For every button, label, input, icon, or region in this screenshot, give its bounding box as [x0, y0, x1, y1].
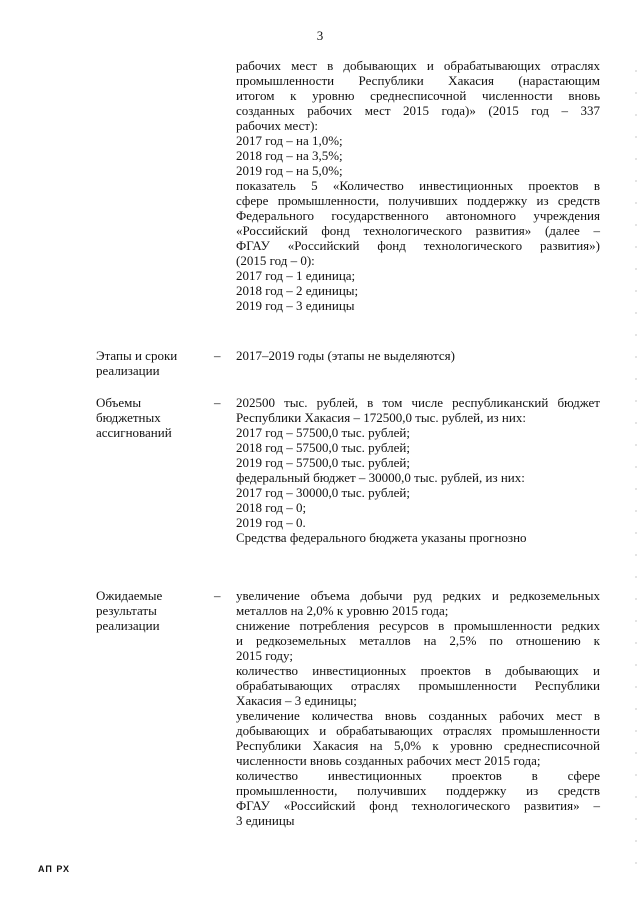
text-line: увеличение объема добычи руд редких и редкоземельных — [236, 588, 600, 603]
text-line: рабочих мест в добывающих и обрабатывающих отраслях — [236, 58, 600, 73]
text-line: 2017 год – 57500,0 тыс. рублей; — [236, 425, 410, 440]
row-budget-label: Объемы бюджетных ассигнований — [96, 395, 172, 440]
text-line: итогом к уровню среднесписочной численности вновь — [236, 88, 600, 103]
text-line: ФГАУ «Российский фонд технологического развития») — [236, 238, 600, 253]
text-line: 2019 год – 0. — [236, 515, 306, 530]
text-line: Федерального государственного автономного учреждения — [236, 208, 600, 223]
text-line: Хакасия – 3 единицы; — [236, 693, 357, 708]
text-line: 2019 год – на 5,0%; — [236, 163, 343, 178]
text-line: промышленности Республики Хакасия (нарастающим — [236, 73, 600, 88]
text-line: ФГАУ «Российский фонд технологического развития» – — [236, 798, 600, 813]
text-line: созданных рабочих мест 2015 года)» (2015 год – 337 — [236, 103, 600, 118]
row-budget-text — [236, 395, 600, 545]
row-stages-dash: – — [214, 348, 221, 363]
text-line: 2018 год – 2 единицы; — [236, 283, 359, 298]
text-line: 2018 год – на 3,5%; — [236, 148, 343, 163]
row-results-label: Ожидаемые результаты реализации — [96, 588, 163, 633]
text-line: обрабатывающих отраслях промышленности Республики — [236, 678, 600, 693]
text-line: 2017 год – 30000,0 тыс. рублей; — [236, 485, 410, 500]
row-results-text — [236, 588, 600, 828]
text-line: 2018 год – 0; — [236, 500, 307, 515]
text-line: Республики Хакасия на 5,0% к уровню среднесписочной — [236, 738, 600, 753]
top-text-block — [236, 58, 600, 313]
text-line: увеличение количества вновь созданных рабочих мест в — [236, 708, 600, 723]
row-stages-text — [236, 348, 600, 363]
text-line: 3 единицы — [236, 813, 295, 828]
text-line: 2017 год – 1 единица; — [236, 268, 356, 283]
text-line: металлов на 2,0% к уровню 2015 года; — [236, 603, 449, 618]
row-results-dash: – — [214, 588, 221, 603]
text-line: численности вновь созданных рабочих мест 2015 года; — [236, 753, 541, 768]
row-stages-label: Этапы и сроки реализации — [96, 348, 178, 378]
text-line: показатель 5 «Количество инвестиционных проектов в — [236, 178, 600, 193]
text-line: (2015 год – 0): — [236, 253, 315, 268]
page-number: 3 — [316, 28, 324, 43]
text-line: «Российский фонд технологического развития» (далее – — [236, 223, 600, 238]
row-budget-dash: – — [214, 395, 221, 410]
text-line: количество инвестиционных проектов в сфере — [236, 768, 600, 783]
text-line: рабочих мест): — [236, 118, 319, 133]
text-line: федеральный бюджет – 30000,0 тыс. рублей, из них: — [236, 470, 525, 485]
text-line: сфере промышленности, получивших поддержку из средств — [236, 193, 600, 208]
text-line: 2018 год – 57500,0 тыс. рублей; — [236, 440, 410, 455]
text-line: 2019 год – 3 единицы — [236, 298, 355, 313]
text-line: Средства федерального бюджета указаны прогнозно — [236, 530, 527, 545]
text-line: количество инвестиционных проектов в добывающих и — [236, 663, 600, 678]
text-line: промышленности, получивших поддержку из средств — [236, 783, 600, 798]
text-line: 2015 году; — [236, 648, 293, 663]
text-line: 2017–2019 годы (этапы не выделяются) — [236, 348, 455, 363]
footer-mark: АП РХ — [38, 864, 71, 874]
text-line: 202500 тыс. рублей, в том числе республиканский бюджет — [236, 395, 600, 410]
text-line: и редкоземельных металлов на 2,5% по отношению к — [236, 633, 600, 648]
text-line: снижение потребления ресурсов в промышленности редких — [236, 618, 600, 633]
text-line: 2017 год – на 1,0%; — [236, 133, 343, 148]
text-line: Республики Хакасия – 172500,0 тыс. рублей, из них: — [236, 410, 526, 425]
text-line: добывающих и обрабатывающих отраслях промышленности — [236, 723, 600, 738]
text-line: 2019 год – 57500,0 тыс. рублей; — [236, 455, 410, 470]
scan-edge-dots — [634, 60, 638, 880]
